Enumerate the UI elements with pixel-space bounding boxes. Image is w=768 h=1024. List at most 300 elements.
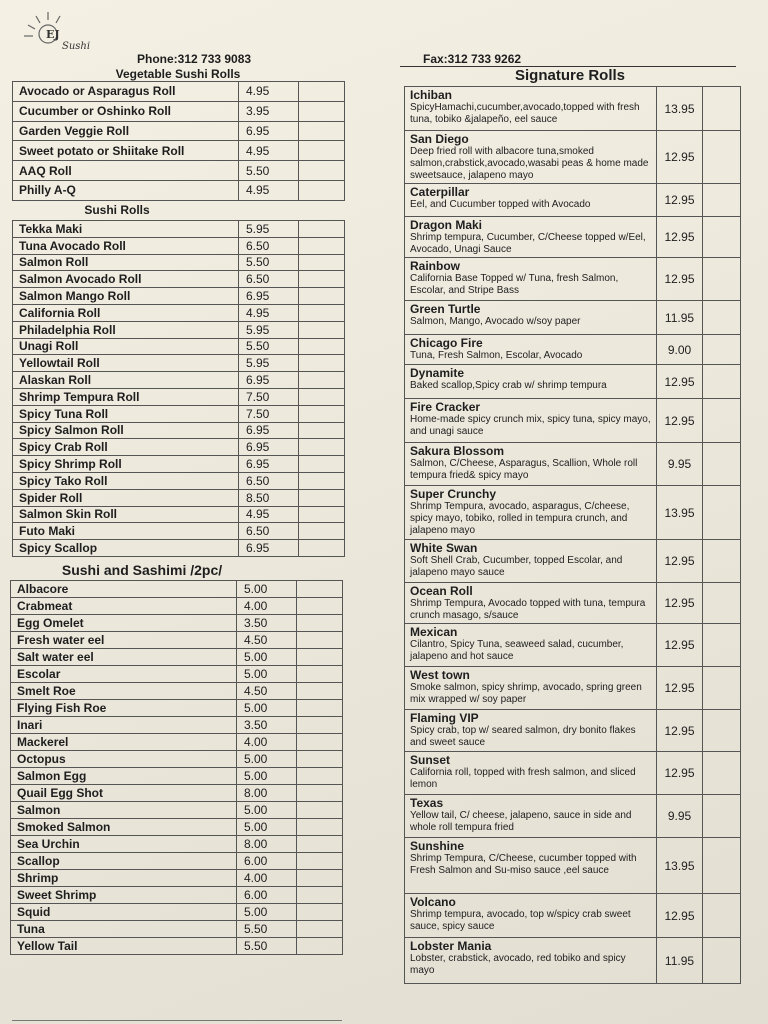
signature-roll-name: Ichiban — [410, 88, 453, 102]
menu-item-price: 4.50 — [237, 683, 297, 700]
menu-item-price: 5.00 — [237, 751, 297, 768]
signature-roll-description: Spicy crab, top w/ seared salmon, dry bonito flakes and sweet sauce — [410, 725, 636, 748]
empty-cell — [299, 221, 345, 238]
empty-cell — [299, 141, 345, 161]
signature-rolls-body — [405, 87, 741, 984]
empty-cell — [299, 121, 345, 141]
menu-item-price: 7.50 — [239, 388, 299, 405]
empty-cell — [703, 301, 741, 335]
menu-item-name: Egg Omelet — [11, 615, 237, 632]
menu-item-row — [13, 82, 345, 102]
menu-item-price: 6.95 — [239, 372, 299, 389]
signature-roll-name: Sunset — [410, 753, 451, 767]
menu-item-name: Smoked Salmon — [11, 819, 237, 836]
signature-roll-name: Dragon Maki — [410, 218, 483, 232]
menu-item-row — [13, 101, 345, 121]
menu-item-name: Crabmeat — [11, 598, 237, 615]
menu-item-row — [13, 288, 345, 305]
empty-cell — [299, 338, 345, 355]
menu-item-name: Unagi Roll — [13, 338, 239, 355]
menu-item-price: 3.50 — [237, 717, 297, 734]
signature-roll-description: Deep fried roll with albacore tuna,smoked salmon,crabstick,avocado,wasabi peas & home made sweetsauce, jalapeno mayo — [410, 146, 649, 181]
menu-item-price: 5.00 — [237, 666, 297, 683]
empty-cell — [299, 82, 345, 102]
menu-item-name: Salmon Roll — [13, 254, 239, 271]
menu-item-price: 5.00 — [237, 819, 297, 836]
menu-item-price: 5.95 — [239, 221, 299, 238]
signature-roll-row — [405, 624, 741, 667]
signature-roll-description: Salmon, Mango, Avocado w/soy paper — [410, 316, 581, 327]
empty-cell — [703, 365, 741, 399]
vegetable-rolls-title: Vegetable Sushi Rolls — [115, 67, 241, 81]
menu-item-name: Philadelphia Roll — [13, 321, 239, 338]
menu-item-name: Spicy Tuna Roll — [13, 405, 239, 422]
empty-cell — [299, 321, 345, 338]
menu-item-price: 4.00 — [237, 734, 297, 751]
menu-item-name: Tekka Maki — [13, 221, 239, 238]
empty-cell — [297, 938, 343, 955]
empty-cell — [703, 486, 741, 540]
menu-item-price: 6.50 — [239, 237, 299, 254]
menu-item-price: 5.50 — [237, 921, 297, 938]
menu-item-price: 6.95 — [239, 121, 299, 141]
empty-cell — [297, 853, 343, 870]
menu-item-row — [13, 439, 345, 456]
menu-item-name: Tuna — [11, 921, 237, 938]
menu-item-price: 5.50 — [239, 338, 299, 355]
signature-roll-name: Texas — [410, 796, 444, 810]
vegetable-rolls-table — [12, 81, 345, 201]
empty-cell — [297, 666, 343, 683]
signature-roll-description: Baked scallop,Spicy crab w/ shrimp tempura — [410, 380, 607, 391]
menu-item-row — [13, 271, 345, 288]
signature-roll-row — [405, 131, 741, 184]
menu-item-price: 6.95 — [239, 422, 299, 439]
menu-item-row — [11, 751, 343, 768]
empty-cell — [299, 489, 345, 506]
menu-item-name: Spicy Salmon Roll — [13, 422, 239, 439]
signature-roll-description: Lobster, crabstick, avocado, red tobiko and spicy mayo — [410, 953, 626, 976]
menu-item-row — [13, 405, 345, 422]
menu-item-name: Fresh water eel — [11, 632, 237, 649]
menu-item-row — [13, 237, 345, 254]
empty-cell — [703, 624, 741, 667]
empty-cell — [299, 422, 345, 439]
menu-item-row — [13, 321, 345, 338]
empty-cell — [703, 335, 741, 365]
menu-item-name: Flying Fish Roe — [11, 700, 237, 717]
empty-cell — [297, 632, 343, 649]
signature-roll-price: 12.95 — [657, 399, 703, 443]
empty-cell — [297, 904, 343, 921]
empty-cell — [297, 683, 343, 700]
menu-item-row — [11, 683, 343, 700]
menu-item-name: Inari — [11, 717, 237, 734]
menu-item-name: Shrimp Tempura Roll — [13, 388, 239, 405]
signature-roll-info — [405, 184, 657, 217]
menu-item-price: 7.50 — [239, 405, 299, 422]
menu-item-row — [11, 615, 343, 632]
empty-cell — [703, 894, 741, 938]
menu-item-row — [11, 921, 343, 938]
signature-roll-name: Flaming VIP — [410, 711, 479, 725]
menu-item-name: Spicy Crab Roll — [13, 439, 239, 456]
menu-item-price: 4.00 — [237, 598, 297, 615]
signature-roll-row — [405, 217, 741, 258]
signature-roll-price: 13.95 — [657, 838, 703, 894]
signature-roll-price: 13.95 — [657, 486, 703, 540]
signature-roll-row — [405, 87, 741, 131]
menu-item-name: Scallop — [11, 853, 237, 870]
signature-roll-info — [405, 938, 657, 984]
menu-item-price: 4.95 — [239, 304, 299, 321]
signature-roll-name: Lobster Mania — [410, 939, 492, 953]
menu-item-row — [13, 506, 345, 523]
signature-roll-info — [405, 258, 657, 301]
menu-item-price: 5.00 — [237, 581, 297, 598]
menu-item-price: 6.00 — [237, 887, 297, 904]
empty-cell — [299, 405, 345, 422]
empty-cell — [297, 717, 343, 734]
menu-item-row — [11, 734, 343, 751]
empty-cell — [299, 101, 345, 121]
menu-item-price: 3.95 — [239, 101, 299, 121]
empty-cell — [299, 271, 345, 288]
signature-roll-name: Ocean Roll — [410, 584, 473, 598]
signature-roll-description: Shrimp tempura, avocado, top w/spicy crab sweet sauce, spicy sauce — [410, 909, 631, 932]
menu-item-name: Escolar — [11, 666, 237, 683]
signature-roll-price: 12.95 — [657, 624, 703, 667]
signature-roll-name: Super Crunchy — [410, 487, 497, 501]
signature-roll-info — [405, 399, 657, 443]
signature-roll-description: Tuna, Fresh Salmon, Escolar, Avocado — [410, 350, 583, 361]
empty-cell — [297, 836, 343, 853]
signature-roll-price: 13.95 — [657, 87, 703, 131]
menu-item-price: 8.00 — [237, 836, 297, 853]
menu-item-price: 4.00 — [237, 870, 297, 887]
menu-item-price: 6.50 — [239, 523, 299, 540]
menu-item-row — [13, 472, 345, 489]
empty-cell — [297, 649, 343, 666]
signature-roll-price: 12.95 — [657, 184, 703, 217]
menu-item-name: California Roll — [13, 304, 239, 321]
menu-item-name: Salmon Avocado Roll — [13, 271, 239, 288]
sushi-rolls-title: Sushi Rolls — [84, 203, 150, 217]
signature-roll-row — [405, 838, 741, 894]
empty-cell — [299, 180, 345, 200]
menu-item-name: Shrimp — [11, 870, 237, 887]
empty-cell — [297, 751, 343, 768]
signature-roll-info — [405, 87, 657, 131]
menu-item-name: Futo Maki — [13, 523, 239, 540]
empty-cell — [299, 254, 345, 271]
menu-item-price: 5.00 — [237, 700, 297, 717]
empty-cell — [297, 887, 343, 904]
empty-cell — [703, 667, 741, 710]
logo-ej-text: EJ — [46, 28, 60, 41]
menu-item-name: Salmon — [11, 802, 237, 819]
menu-item-row — [11, 717, 343, 734]
logo-sushi-text: Sushi — [62, 41, 91, 52]
signature-roll-description: California Base Topped w/ Tuna, fresh Salmon, Escolar, and Stripe Bass — [410, 273, 619, 296]
empty-cell — [703, 131, 741, 184]
menu-item-price: 4.50 — [237, 632, 297, 649]
signature-roll-description: Smoke salmon, spicy shrimp, avocado, spring green mix wrapped w/ soy paper — [410, 682, 642, 705]
empty-cell — [299, 540, 345, 557]
sashimi-title: Sushi and Sashimi /2pc/ — [61, 562, 223, 578]
menu-item-price: 5.50 — [239, 254, 299, 271]
empty-cell — [299, 237, 345, 254]
menu-item-row — [11, 904, 343, 921]
signature-roll-name: Chicago Fire — [410, 336, 483, 350]
signature-roll-row — [405, 486, 741, 540]
menu-item-price: 5.00 — [237, 768, 297, 785]
signature-roll-info — [405, 795, 657, 838]
empty-cell — [703, 583, 741, 624]
menu-item-row — [11, 870, 343, 887]
signature-roll-description: Home-made spicy crunch mix, spicy tuna, spicy mayo, and unagi sauce — [410, 414, 651, 437]
empty-cell — [299, 456, 345, 473]
signature-roll-row — [405, 301, 741, 335]
empty-cell — [297, 870, 343, 887]
menu-item-price: 6.50 — [239, 271, 299, 288]
signature-roll-row — [405, 667, 741, 710]
menu-item-name: Alaskan Roll — [13, 372, 239, 389]
signature-roll-price: 12.95 — [657, 583, 703, 624]
signature-roll-row — [405, 335, 741, 365]
signature-roll-name: Fire Cracker — [410, 400, 481, 414]
signature-roll-price: 12.95 — [657, 540, 703, 583]
menu-item-name: Squid — [11, 904, 237, 921]
menu-item-name: Sweet potato or Shiitake Roll — [13, 141, 239, 161]
empty-cell — [703, 184, 741, 217]
signature-roll-name: White Swan — [410, 541, 478, 555]
menu-item-row — [13, 254, 345, 271]
signature-roll-price: 12.95 — [657, 667, 703, 710]
signature-roll-price: 12.95 — [657, 131, 703, 184]
menu-item-price: 5.50 — [237, 938, 297, 955]
signature-roll-info — [405, 540, 657, 583]
menu-item-price: 5.95 — [239, 321, 299, 338]
signature-roll-price: 12.95 — [657, 365, 703, 399]
menu-item-row — [11, 700, 343, 717]
signature-roll-name: Dynamite — [410, 366, 465, 380]
menu-item-name: Tuna Avocado Roll — [13, 237, 239, 254]
signature-roll-price: 12.95 — [657, 258, 703, 301]
menu-item-name: Salmon Egg — [11, 768, 237, 785]
empty-cell — [299, 472, 345, 489]
signature-roll-info — [405, 583, 657, 624]
signature-roll-description: Shrimp Tempura, Avocado topped with tuna, tempura crunch masago, s/sauce — [410, 598, 646, 621]
signature-roll-description: Cilantro, Spicy Tuna, seaweed salad, cucumber, jalapeno and hot sauce — [410, 639, 624, 662]
empty-cell — [703, 752, 741, 795]
signature-roll-description: Shrimp Tempura, avocado, asparagus, C/cheese, spicy mayo, tobiko, rolled in tempura crunch, and jalapeno mayo — [410, 501, 630, 536]
empty-cell — [297, 819, 343, 836]
signature-roll-row — [405, 583, 741, 624]
empty-cell — [703, 710, 741, 752]
menu-item-row — [11, 802, 343, 819]
phone-number: Phone:312 733 9083 — [137, 52, 252, 66]
menu-item-name: Salmon Mango Roll — [13, 288, 239, 305]
menu-item-row — [13, 388, 345, 405]
signature-roll-info — [405, 486, 657, 540]
menu-item-row — [13, 456, 345, 473]
signature-roll-name: Mexican — [410, 625, 458, 639]
menu-item-row — [13, 489, 345, 506]
menu-item-price: 6.95 — [239, 439, 299, 456]
menu-item-name: Salt water eel — [11, 649, 237, 666]
empty-cell — [703, 217, 741, 258]
empty-cell — [299, 304, 345, 321]
menu-item-row — [13, 141, 345, 161]
menu-item-row — [11, 632, 343, 649]
menu-item-name: Smelt Roe — [11, 683, 237, 700]
menu-item-name: Avocado or Asparagus Roll — [13, 82, 239, 102]
empty-cell — [299, 506, 345, 523]
menu-item-row — [13, 355, 345, 372]
signature-roll-description: Soft Shell Crab, Cucumber, topped Escolar, and jalapeno mayo sauce — [410, 555, 623, 578]
menu-item-row — [13, 161, 345, 181]
signature-roll-info — [405, 624, 657, 667]
signature-roll-name: Sakura Blossom — [410, 444, 505, 458]
vegetable-rolls-body — [13, 82, 345, 201]
menu-item-row — [13, 338, 345, 355]
menu-item-row — [13, 180, 345, 200]
empty-cell — [299, 161, 345, 181]
menu-item-name: Cucumber or Oshinko Roll — [13, 101, 239, 121]
empty-cell — [703, 87, 741, 131]
signature-roll-info — [405, 710, 657, 752]
empty-cell — [299, 388, 345, 405]
menu-item-name: Mackerel — [11, 734, 237, 751]
empty-cell — [299, 355, 345, 372]
empty-cell — [297, 598, 343, 615]
empty-cell — [299, 288, 345, 305]
signature-roll-row — [405, 443, 741, 486]
signature-roll-description: Shrimp tempura, Cucumber, C/Cheese topped w/Eel, Avocado, Unagi Sauce — [410, 232, 646, 255]
menu-item-price: 5.50 — [239, 161, 299, 181]
menu-item-name: Philly A-Q — [13, 180, 239, 200]
menu-item-name: Spicy Scallop — [13, 540, 239, 557]
menu-item-price: 6.95 — [239, 540, 299, 557]
menu-item-price: 4.95 — [239, 141, 299, 161]
signature-rolls-title: Signature Rolls — [514, 67, 626, 84]
menu-item-price: 5.95 — [239, 355, 299, 372]
empty-cell — [299, 439, 345, 456]
menu-item-row — [13, 540, 345, 557]
signature-roll-description: Yellow tail, C/ cheese, jalapeno, sauce in side and whole roll tempura fried — [410, 810, 632, 833]
menu-item-row — [13, 221, 345, 238]
menu-item-price: 4.95 — [239, 506, 299, 523]
menu-item-row — [11, 785, 343, 802]
signature-roll-description: California roll, topped with fresh salmon, and sliced lemon — [410, 767, 636, 790]
menu-item-name: Yellowtail Roll — [13, 355, 239, 372]
signature-roll-info — [405, 894, 657, 938]
menu-item-price: 3.50 — [237, 615, 297, 632]
signature-roll-name: Volcano — [410, 895, 456, 909]
signature-roll-price: 12.95 — [657, 752, 703, 795]
menu-item-name: Yellow Tail — [11, 938, 237, 955]
signature-roll-name: Rainbow — [410, 259, 460, 273]
menu-item-price: 4.95 — [239, 82, 299, 102]
signature-roll-row — [405, 710, 741, 752]
menu-item-name: Spicy Tako Roll — [13, 472, 239, 489]
menu-item-row — [11, 581, 343, 598]
sashimi-body — [11, 581, 343, 955]
empty-cell — [299, 372, 345, 389]
signature-roll-description: SpicyHamachi,cucumber,avocado,topped with fresh tuna, tobiko &jalapeño, eel sauce — [410, 102, 640, 125]
signature-roll-info — [405, 752, 657, 795]
empty-cell — [297, 734, 343, 751]
signature-roll-description: Shrimp Tempura, C/Cheese, cucumber topped with Fresh Salmon and Su-miso sauce ,eel sauce — [410, 853, 637, 876]
signature-roll-info — [405, 365, 657, 399]
signature-roll-row — [405, 894, 741, 938]
signature-roll-name: Caterpillar — [410, 185, 470, 199]
signature-roll-row — [405, 752, 741, 795]
signature-roll-price: 11.95 — [657, 938, 703, 984]
menu-item-row — [11, 666, 343, 683]
signature-roll-info — [405, 301, 657, 335]
menu-item-price: 6.50 — [239, 472, 299, 489]
signature-roll-name: Sunshine — [410, 839, 465, 853]
signature-roll-price: 9.95 — [657, 795, 703, 838]
empty-cell — [297, 700, 343, 717]
menu-item-row — [13, 372, 345, 389]
empty-cell — [299, 523, 345, 540]
menu-item-row — [13, 304, 345, 321]
signature-roll-price: 9.00 — [657, 335, 703, 365]
menu-item-row — [13, 523, 345, 540]
sushi-rolls-table — [12, 220, 345, 557]
empty-cell — [703, 540, 741, 583]
empty-cell — [703, 838, 741, 894]
signature-roll-row — [405, 795, 741, 838]
menu-item-name: Spider Roll — [13, 489, 239, 506]
empty-cell — [703, 443, 741, 486]
empty-cell — [297, 581, 343, 598]
restaurant-logo — [18, 10, 118, 56]
page-divider — [12, 1020, 342, 1021]
empty-cell — [297, 768, 343, 785]
signature-roll-info — [405, 667, 657, 710]
signature-roll-row — [405, 540, 741, 583]
signature-roll-info — [405, 443, 657, 486]
menu-item-row — [13, 422, 345, 439]
signature-roll-price: 9.95 — [657, 443, 703, 486]
signature-roll-row — [405, 399, 741, 443]
menu-item-price: 8.00 — [237, 785, 297, 802]
menu-item-name: Quail Egg Shot — [11, 785, 237, 802]
signature-roll-price: 12.95 — [657, 894, 703, 938]
signature-roll-name: Green Turtle — [410, 302, 481, 316]
menu-item-price: 6.95 — [239, 288, 299, 305]
empty-cell — [297, 802, 343, 819]
empty-cell — [297, 785, 343, 802]
empty-cell — [703, 399, 741, 443]
signature-roll-info — [405, 335, 657, 365]
signature-roll-price: 12.95 — [657, 217, 703, 258]
menu-item-row — [13, 121, 345, 141]
menu-item-price: 4.95 — [239, 180, 299, 200]
signature-roll-price: 12.95 — [657, 710, 703, 752]
menu-item-row — [11, 768, 343, 785]
menu-item-name: Sweet Shrimp — [11, 887, 237, 904]
menu-item-name: Octopus — [11, 751, 237, 768]
signature-roll-name: West town — [410, 668, 470, 682]
signature-roll-row — [405, 184, 741, 217]
signature-roll-name: San Diego — [410, 132, 469, 146]
menu-item-price: 5.00 — [237, 904, 297, 921]
